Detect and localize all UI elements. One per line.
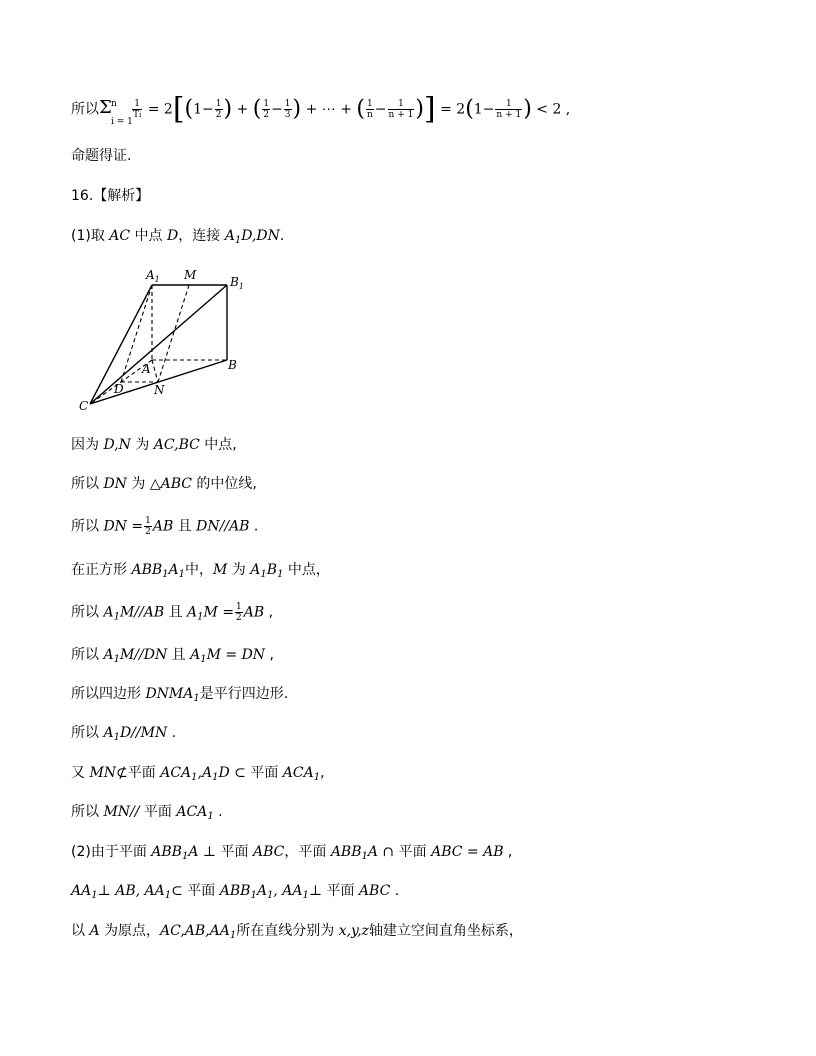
eq-one: = 2 — [147, 101, 173, 118]
bracket-close: ] — [423, 91, 436, 127]
section-title: 16.【解析】 — [71, 188, 150, 204]
eq-two: = 2 — [440, 101, 466, 118]
proof-line-1: 因为 D,N 为 AC,BC 中点, — [71, 437, 237, 453]
step1-line: (1)取 AC 中点 D，连接 $A_1D,DN$. — [71, 228, 285, 246]
label-A1: $A_1$ — [146, 268, 160, 284]
proof-line-5: 所以 $A_1M//AB$ 且 $A_1M$ = $\frac{1}{2}$ AB , — [71, 602, 274, 623]
proof-line-6: 所以 $A_1M//DN$ 且 $A_1M$ = DN , — [71, 647, 274, 665]
proved-line: 命题得证. — [71, 148, 132, 164]
proof-line-12: $AA_1\perp$ AB, $AA_1\subset$ 平面 $ABB_1A_1$, $AA_1\perp$ 平面 ABC . — [71, 883, 400, 901]
bracket-open: [ — [172, 91, 185, 127]
plus-1: + — [236, 101, 249, 118]
label-B1: $B_1$ — [230, 275, 244, 291]
label-D: D — [114, 382, 124, 396]
proof-line-4: 在正方形 $ABB_1A_1$中，M 为 $A_1B_1$ 中点， — [71, 562, 330, 580]
sum-formula-line: 所以 Σ n i = 1 $\frac{1}{Ti}$ = 2[(1− $\frac{1}{2}$ ) + ( $\frac{1}{2}$ − $\frac{1}{3}$ ) + ⋯ + ( $\frac{1}{n}$ − $\frac{1}{n + 1}$ )] = 2(1− $\frac{1}{n + 1}$ ) < 2 , — [71, 99, 570, 120]
text-prefix: 所以 — [71, 101, 99, 118]
frac-4: $\frac{1}{n}$ — [367, 99, 373, 120]
proof-line-13: 以 A 为原点，$AC,AB,AA_1$所在直线分别为 x,y,z轴建立空间直角坐标系， — [71, 923, 523, 941]
frac-5: $\frac{1}{n + 1}$ — [388, 99, 414, 120]
term-fraction: $\frac{1}{Ti}$ — [133, 99, 142, 120]
sum-upper: n — [111, 98, 117, 109]
proof-line-2: 所以 DN 为 △ABC 的中位线, — [71, 476, 257, 492]
term-a: 1− — [193, 101, 214, 118]
proof-line-7: 所以四边形 $DNMA_1$是平行四边形. — [71, 686, 289, 704]
label-C: C — [79, 399, 89, 413]
label-M: M — [184, 268, 197, 282]
label-B: B — [228, 358, 237, 372]
frac-6: $\frac{1}{n + 1}$ — [496, 99, 522, 120]
prism-figure — [72, 266, 252, 416]
proof-line-9: 又 MN⊄平面 $ACA_1,A_1D$ ⊂ 平面 $ACA_1$, — [71, 765, 325, 783]
label-N: N — [154, 383, 165, 397]
minus-2: − — [271, 101, 283, 118]
frac-2: $\frac{1}{2}$ — [263, 99, 270, 120]
term-b: 1− — [473, 101, 495, 118]
tail: < 2 , — [536, 101, 571, 118]
proof-line-11: (2)由于平面 $ABB_1A$ ⊥ 平面 ABC，平面 $ABB_1A$ ∩ 平面 ABC = AB , — [71, 844, 513, 862]
frac-3: $\frac{1}{3}$ — [284, 99, 291, 120]
proof-line-3: 所以 DN = $\frac{1}{2}$ AB 且 DN//AB . — [71, 516, 259, 537]
sum-symbol: Σ n i = 1 — [99, 100, 131, 120]
proof-line-10: 所以 MN// 平面 $ACA_1$ . — [71, 804, 223, 822]
minus-4: − — [374, 101, 387, 118]
proof-line-8: 所以 $A_1D//MN$ . — [71, 725, 177, 743]
label-A: A — [142, 362, 151, 376]
plus-dots: + ⋯ + — [305, 101, 352, 118]
frac-1: $\frac{1}{2}$ — [215, 99, 222, 120]
sum-lower: i = 1 — [111, 116, 133, 127]
